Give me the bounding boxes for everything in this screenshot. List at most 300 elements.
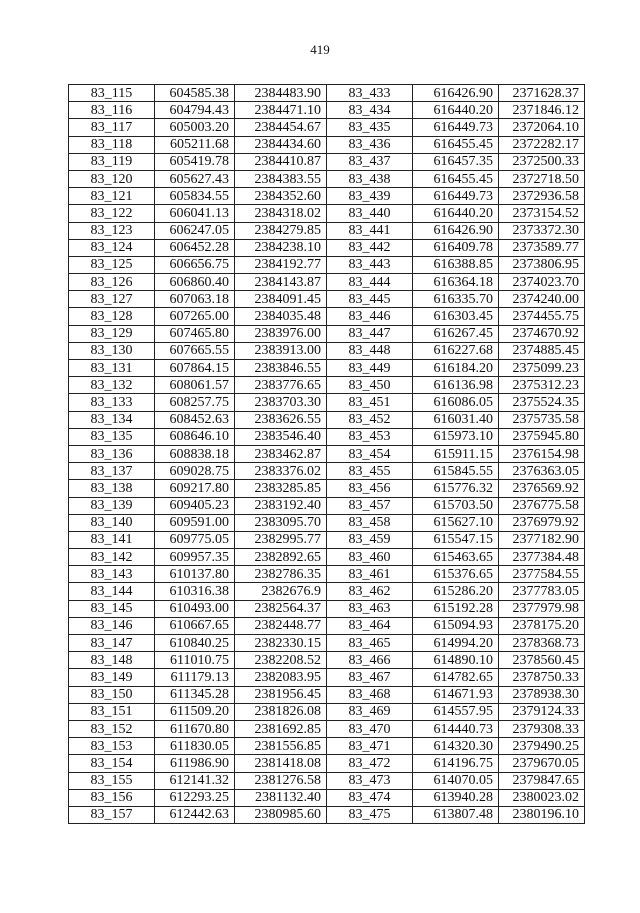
point-id-cell: 83_457 — [327, 497, 413, 514]
y-coordinate-cell: 2375735.58 — [499, 411, 585, 428]
table-row — [69, 411, 585, 428]
x-coordinate-cell: 609405.23 — [155, 497, 235, 514]
x-coordinate-cell: 616455.45 — [413, 136, 499, 153]
x-coordinate-cell: 609028.75 — [155, 463, 235, 480]
y-coordinate-cell: 2374023.70 — [499, 274, 585, 291]
x-coordinate-cell: 605834.55 — [155, 188, 235, 205]
y-coordinate-cell: 2381132.40 — [235, 789, 327, 806]
x-coordinate-cell: 610667.65 — [155, 617, 235, 634]
y-coordinate-cell: 2374240.00 — [499, 291, 585, 308]
point-id-cell: 83_439 — [327, 188, 413, 205]
y-coordinate-cell: 2372500.33 — [499, 153, 585, 170]
table-row — [69, 394, 585, 411]
x-coordinate-cell: 605419.78 — [155, 153, 235, 170]
point-id-cell: 83_452 — [327, 411, 413, 428]
x-coordinate-cell: 614557.95 — [413, 703, 499, 720]
y-coordinate-cell: 2384383.55 — [235, 170, 327, 187]
y-coordinate-cell: 2376154.98 — [499, 445, 585, 462]
coordinates-table-body — [69, 85, 585, 824]
y-coordinate-cell: 2376775.58 — [499, 497, 585, 514]
y-coordinate-cell: 2375312.23 — [499, 377, 585, 394]
y-coordinate-cell: 2376979.92 — [499, 514, 585, 531]
table-row — [69, 85, 585, 102]
point-id-cell: 83_444 — [327, 274, 413, 291]
table-row — [69, 428, 585, 445]
y-coordinate-cell: 2384238.10 — [235, 239, 327, 256]
point-id-cell: 83_130 — [69, 342, 155, 359]
point-id-cell: 83_460 — [327, 549, 413, 566]
point-id-cell: 83_118 — [69, 136, 155, 153]
x-coordinate-cell: 614890.10 — [413, 652, 499, 669]
x-coordinate-cell: 616227.68 — [413, 342, 499, 359]
point-id-cell: 83_442 — [327, 239, 413, 256]
point-id-cell: 83_143 — [69, 566, 155, 583]
point-id-cell: 83_466 — [327, 652, 413, 669]
x-coordinate-cell: 616184.20 — [413, 360, 499, 377]
y-coordinate-cell: 2384318.02 — [235, 205, 327, 222]
x-coordinate-cell: 613807.48 — [413, 806, 499, 823]
x-coordinate-cell: 615911.15 — [413, 445, 499, 462]
x-coordinate-cell: 608646.10 — [155, 428, 235, 445]
x-coordinate-cell: 607265.00 — [155, 308, 235, 325]
y-coordinate-cell: 2379847.65 — [499, 772, 585, 789]
point-id-cell: 83_152 — [69, 720, 155, 737]
point-id-cell: 83_463 — [327, 600, 413, 617]
point-id-cell: 83_462 — [327, 583, 413, 600]
x-coordinate-cell: 614671.93 — [413, 686, 499, 703]
y-coordinate-cell: 2379124.33 — [499, 703, 585, 720]
point-id-cell: 83_123 — [69, 222, 155, 239]
x-coordinate-cell: 615627.10 — [413, 514, 499, 531]
point-id-cell: 83_465 — [327, 635, 413, 652]
table-row — [69, 377, 585, 394]
y-coordinate-cell: 2380023.02 — [499, 789, 585, 806]
x-coordinate-cell: 614782.65 — [413, 669, 499, 686]
x-coordinate-cell: 611179.13 — [155, 669, 235, 686]
y-coordinate-cell: 2371628.37 — [499, 85, 585, 102]
x-coordinate-cell: 608452.63 — [155, 411, 235, 428]
x-coordinate-cell: 610840.25 — [155, 635, 235, 652]
y-coordinate-cell: 2382892.65 — [235, 549, 327, 566]
y-coordinate-cell: 2383546.40 — [235, 428, 327, 445]
x-coordinate-cell: 615463.65 — [413, 549, 499, 566]
table-row — [69, 720, 585, 737]
x-coordinate-cell: 606860.40 — [155, 274, 235, 291]
point-id-cell: 83_148 — [69, 652, 155, 669]
point-id-cell: 83_119 — [69, 153, 155, 170]
table-row — [69, 583, 585, 600]
x-coordinate-cell: 616440.20 — [413, 205, 499, 222]
x-coordinate-cell: 612141.32 — [155, 772, 235, 789]
point-id-cell: 83_146 — [69, 617, 155, 634]
x-coordinate-cell: 611010.75 — [155, 652, 235, 669]
y-coordinate-cell: 2384471.10 — [235, 102, 327, 119]
point-id-cell: 83_438 — [327, 170, 413, 187]
point-id-cell: 83_458 — [327, 514, 413, 531]
table-row — [69, 514, 585, 531]
y-coordinate-cell: 2384279.85 — [235, 222, 327, 239]
table-row — [69, 136, 585, 153]
table-row — [69, 669, 585, 686]
x-coordinate-cell: 611986.90 — [155, 755, 235, 772]
point-id-cell: 83_135 — [69, 428, 155, 445]
y-coordinate-cell: 2375945.80 — [499, 428, 585, 445]
x-coordinate-cell: 616303.45 — [413, 308, 499, 325]
point-id-cell: 83_454 — [327, 445, 413, 462]
y-coordinate-cell: 2377182.90 — [499, 531, 585, 548]
point-id-cell: 83_445 — [327, 291, 413, 308]
y-coordinate-cell: 2382564.37 — [235, 600, 327, 617]
y-coordinate-cell: 2380985.60 — [235, 806, 327, 823]
x-coordinate-cell: 616409.78 — [413, 239, 499, 256]
table-row — [69, 686, 585, 703]
x-coordinate-cell: 616031.40 — [413, 411, 499, 428]
y-coordinate-cell: 2378368.73 — [499, 635, 585, 652]
y-coordinate-cell: 2383285.85 — [235, 480, 327, 497]
x-coordinate-cell: 615094.93 — [413, 617, 499, 634]
y-coordinate-cell: 2382786.35 — [235, 566, 327, 583]
table-row — [69, 738, 585, 755]
point-id-cell: 83_435 — [327, 119, 413, 136]
y-coordinate-cell: 2383462.87 — [235, 445, 327, 462]
point-id-cell: 83_451 — [327, 394, 413, 411]
table-row — [69, 188, 585, 205]
table-row — [69, 497, 585, 514]
y-coordinate-cell: 2381418.08 — [235, 755, 327, 772]
point-id-cell: 83_473 — [327, 772, 413, 789]
x-coordinate-cell: 606452.28 — [155, 239, 235, 256]
y-coordinate-cell: 2373372.30 — [499, 222, 585, 239]
x-coordinate-cell: 606247.05 — [155, 222, 235, 239]
x-coordinate-cell: 605003.20 — [155, 119, 235, 136]
y-coordinate-cell: 2379308.33 — [499, 720, 585, 737]
point-id-cell: 83_441 — [327, 222, 413, 239]
y-coordinate-cell: 2378560.45 — [499, 652, 585, 669]
x-coordinate-cell: 611345.28 — [155, 686, 235, 703]
table-row — [69, 531, 585, 548]
x-coordinate-cell: 613940.28 — [413, 789, 499, 806]
point-id-cell: 83_475 — [327, 806, 413, 823]
table-row — [69, 170, 585, 187]
x-coordinate-cell: 615547.15 — [413, 531, 499, 548]
x-coordinate-cell: 607665.55 — [155, 342, 235, 359]
x-coordinate-cell: 605627.43 — [155, 170, 235, 187]
table-row — [69, 445, 585, 462]
x-coordinate-cell: 615286.20 — [413, 583, 499, 600]
y-coordinate-cell: 2377783.05 — [499, 583, 585, 600]
point-id-cell: 83_464 — [327, 617, 413, 634]
point-id-cell: 83_133 — [69, 394, 155, 411]
point-id-cell: 83_147 — [69, 635, 155, 652]
point-id-cell: 83_461 — [327, 566, 413, 583]
point-id-cell: 83_141 — [69, 531, 155, 548]
x-coordinate-cell: 610137.80 — [155, 566, 235, 583]
point-id-cell: 83_471 — [327, 738, 413, 755]
point-id-cell: 83_132 — [69, 377, 155, 394]
y-coordinate-cell: 2374885.45 — [499, 342, 585, 359]
y-coordinate-cell: 2384410.87 — [235, 153, 327, 170]
point-id-cell: 83_128 — [69, 308, 155, 325]
table-row — [69, 703, 585, 720]
point-id-cell: 83_446 — [327, 308, 413, 325]
y-coordinate-cell: 2382208.52 — [235, 652, 327, 669]
y-coordinate-cell: 2381556.85 — [235, 738, 327, 755]
table-row — [69, 635, 585, 652]
table-row — [69, 256, 585, 273]
y-coordinate-cell: 2374670.92 — [499, 325, 585, 342]
y-coordinate-cell: 2372718.50 — [499, 170, 585, 187]
x-coordinate-cell: 610493.00 — [155, 600, 235, 617]
point-id-cell: 83_124 — [69, 239, 155, 256]
table-row — [69, 789, 585, 806]
x-coordinate-cell: 608838.18 — [155, 445, 235, 462]
page-number: 419 — [310, 42, 330, 57]
point-id-cell: 83_154 — [69, 755, 155, 772]
point-id-cell: 83_434 — [327, 102, 413, 119]
point-id-cell: 83_470 — [327, 720, 413, 737]
point-id-cell: 83_447 — [327, 325, 413, 342]
y-coordinate-cell: 2377384.48 — [499, 549, 585, 566]
table-row — [69, 291, 585, 308]
x-coordinate-cell: 616440.20 — [413, 102, 499, 119]
point-id-cell: 83_474 — [327, 789, 413, 806]
point-id-cell: 83_129 — [69, 325, 155, 342]
table-row — [69, 617, 585, 634]
y-coordinate-cell: 2384352.60 — [235, 188, 327, 205]
point-id-cell: 83_126 — [69, 274, 155, 291]
x-coordinate-cell: 615776.32 — [413, 480, 499, 497]
point-id-cell: 83_139 — [69, 497, 155, 514]
point-id-cell: 83_131 — [69, 360, 155, 377]
x-coordinate-cell: 615703.50 — [413, 497, 499, 514]
point-id-cell: 83_472 — [327, 755, 413, 772]
point-id-cell: 83_467 — [327, 669, 413, 686]
table-row — [69, 222, 585, 239]
y-coordinate-cell: 2373154.52 — [499, 205, 585, 222]
x-coordinate-cell: 616426.90 — [413, 85, 499, 102]
y-coordinate-cell: 2381826.08 — [235, 703, 327, 720]
y-coordinate-cell: 2377584.55 — [499, 566, 585, 583]
point-id-cell: 83_443 — [327, 256, 413, 273]
x-coordinate-cell: 608061.57 — [155, 377, 235, 394]
y-coordinate-cell: 2384454.67 — [235, 119, 327, 136]
table-row — [69, 772, 585, 789]
table-row — [69, 566, 585, 583]
table-row — [69, 360, 585, 377]
y-coordinate-cell: 2383192.40 — [235, 497, 327, 514]
y-coordinate-cell: 2378750.33 — [499, 669, 585, 686]
y-coordinate-cell: 2376569.92 — [499, 480, 585, 497]
x-coordinate-cell: 609217.80 — [155, 480, 235, 497]
point-id-cell: 83_117 — [69, 119, 155, 136]
y-coordinate-cell: 2381956.45 — [235, 686, 327, 703]
table-row — [69, 239, 585, 256]
x-coordinate-cell: 616426.90 — [413, 222, 499, 239]
y-coordinate-cell: 2383846.55 — [235, 360, 327, 377]
x-coordinate-cell: 612442.63 — [155, 806, 235, 823]
point-id-cell: 83_134 — [69, 411, 155, 428]
y-coordinate-cell: 2381276.58 — [235, 772, 327, 789]
x-coordinate-cell: 604585.38 — [155, 85, 235, 102]
x-coordinate-cell: 609957.35 — [155, 549, 235, 566]
y-coordinate-cell: 2373806.95 — [499, 256, 585, 273]
y-coordinate-cell: 2378938.30 — [499, 686, 585, 703]
point-id-cell: 83_156 — [69, 789, 155, 806]
y-coordinate-cell: 2383976.00 — [235, 325, 327, 342]
x-coordinate-cell: 615376.65 — [413, 566, 499, 583]
table-row — [69, 308, 585, 325]
table-row — [69, 600, 585, 617]
y-coordinate-cell: 2384483.90 — [235, 85, 327, 102]
table-row — [69, 119, 585, 136]
point-id-cell: 83_149 — [69, 669, 155, 686]
y-coordinate-cell: 2375099.23 — [499, 360, 585, 377]
y-coordinate-cell: 2383376.02 — [235, 463, 327, 480]
point-id-cell: 83_120 — [69, 170, 155, 187]
point-id-cell: 83_145 — [69, 600, 155, 617]
x-coordinate-cell: 614994.20 — [413, 635, 499, 652]
x-coordinate-cell: 616136.98 — [413, 377, 499, 394]
y-coordinate-cell: 2377979.98 — [499, 600, 585, 617]
x-coordinate-cell: 616086.05 — [413, 394, 499, 411]
x-coordinate-cell: 616388.85 — [413, 256, 499, 273]
y-coordinate-cell: 2382083.95 — [235, 669, 327, 686]
table-row — [69, 480, 585, 497]
y-coordinate-cell: 2383626.55 — [235, 411, 327, 428]
table-row — [69, 325, 585, 342]
point-id-cell: 83_468 — [327, 686, 413, 703]
y-coordinate-cell: 2384091.45 — [235, 291, 327, 308]
point-id-cell: 83_456 — [327, 480, 413, 497]
point-id-cell: 83_125 — [69, 256, 155, 273]
y-coordinate-cell: 2384143.87 — [235, 274, 327, 291]
point-id-cell: 83_127 — [69, 291, 155, 308]
point-id-cell: 83_155 — [69, 772, 155, 789]
y-coordinate-cell: 2373589.77 — [499, 239, 585, 256]
y-coordinate-cell: 2375524.35 — [499, 394, 585, 411]
table-row — [69, 342, 585, 359]
y-coordinate-cell: 2383913.00 — [235, 342, 327, 359]
point-id-cell: 83_455 — [327, 463, 413, 480]
point-id-cell: 83_116 — [69, 102, 155, 119]
y-coordinate-cell: 2381692.85 — [235, 720, 327, 737]
x-coordinate-cell: 605211.68 — [155, 136, 235, 153]
point-id-cell: 83_153 — [69, 738, 155, 755]
y-coordinate-cell: 2384434.60 — [235, 136, 327, 153]
y-coordinate-cell: 2383703.30 — [235, 394, 327, 411]
table-row — [69, 755, 585, 772]
table-row — [69, 274, 585, 291]
x-coordinate-cell: 608257.75 — [155, 394, 235, 411]
x-coordinate-cell: 607063.18 — [155, 291, 235, 308]
y-coordinate-cell: 2379490.25 — [499, 738, 585, 755]
point-id-cell: 83_151 — [69, 703, 155, 720]
table-row — [69, 549, 585, 566]
y-coordinate-cell: 2384192.77 — [235, 256, 327, 273]
point-id-cell: 83_436 — [327, 136, 413, 153]
point-id-cell: 83_137 — [69, 463, 155, 480]
x-coordinate-cell: 616457.35 — [413, 153, 499, 170]
x-coordinate-cell: 606656.75 — [155, 256, 235, 273]
x-coordinate-cell: 614196.75 — [413, 755, 499, 772]
x-coordinate-cell: 616449.73 — [413, 188, 499, 205]
table-row — [69, 205, 585, 222]
point-id-cell: 83_440 — [327, 205, 413, 222]
x-coordinate-cell: 612293.25 — [155, 789, 235, 806]
table-row — [69, 153, 585, 170]
x-coordinate-cell: 614070.05 — [413, 772, 499, 789]
point-id-cell: 83_448 — [327, 342, 413, 359]
x-coordinate-cell: 616449.73 — [413, 119, 499, 136]
point-id-cell: 83_453 — [327, 428, 413, 445]
x-coordinate-cell: 615973.10 — [413, 428, 499, 445]
y-coordinate-cell: 2371846.12 — [499, 102, 585, 119]
x-coordinate-cell: 615845.55 — [413, 463, 499, 480]
x-coordinate-cell: 611830.05 — [155, 738, 235, 755]
table-row — [69, 102, 585, 119]
y-coordinate-cell: 2384035.48 — [235, 308, 327, 325]
point-id-cell: 83_122 — [69, 205, 155, 222]
point-id-cell: 83_115 — [69, 85, 155, 102]
table-row — [69, 806, 585, 823]
y-coordinate-cell: 2378175.20 — [499, 617, 585, 634]
y-coordinate-cell: 2383776.65 — [235, 377, 327, 394]
table-row — [69, 652, 585, 669]
x-coordinate-cell: 611509.20 — [155, 703, 235, 720]
x-coordinate-cell: 616455.45 — [413, 170, 499, 187]
y-coordinate-cell: 2380196.10 — [499, 806, 585, 823]
point-id-cell: 83_437 — [327, 153, 413, 170]
point-id-cell: 83_433 — [327, 85, 413, 102]
point-id-cell: 83_138 — [69, 480, 155, 497]
y-coordinate-cell: 2374455.75 — [499, 308, 585, 325]
x-coordinate-cell: 606041.13 — [155, 205, 235, 222]
point-id-cell: 83_121 — [69, 188, 155, 205]
point-id-cell: 83_136 — [69, 445, 155, 462]
point-id-cell: 83_140 — [69, 514, 155, 531]
y-coordinate-cell: 2382676.9 — [235, 583, 327, 600]
x-coordinate-cell: 607465.80 — [155, 325, 235, 342]
x-coordinate-cell: 616335.70 — [413, 291, 499, 308]
point-id-cell: 83_450 — [327, 377, 413, 394]
coordinates-table — [68, 84, 585, 824]
y-coordinate-cell: 2379670.05 — [499, 755, 585, 772]
x-coordinate-cell: 610316.38 — [155, 583, 235, 600]
y-coordinate-cell: 2382330.15 — [235, 635, 327, 652]
x-coordinate-cell: 609775.05 — [155, 531, 235, 548]
x-coordinate-cell: 616364.18 — [413, 274, 499, 291]
y-coordinate-cell: 2372064.10 — [499, 119, 585, 136]
x-coordinate-cell: 607864.15 — [155, 360, 235, 377]
point-id-cell: 83_144 — [69, 583, 155, 600]
y-coordinate-cell: 2376363.05 — [499, 463, 585, 480]
table-row — [69, 463, 585, 480]
y-coordinate-cell: 2372936.58 — [499, 188, 585, 205]
x-coordinate-cell: 614320.30 — [413, 738, 499, 755]
x-coordinate-cell: 604794.43 — [155, 102, 235, 119]
point-id-cell: 83_469 — [327, 703, 413, 720]
point-id-cell: 83_150 — [69, 686, 155, 703]
x-coordinate-cell: 616267.45 — [413, 325, 499, 342]
y-coordinate-cell: 2382995.77 — [235, 531, 327, 548]
point-id-cell: 83_459 — [327, 531, 413, 548]
x-coordinate-cell: 615192.28 — [413, 600, 499, 617]
y-coordinate-cell: 2383095.70 — [235, 514, 327, 531]
point-id-cell: 83_142 — [69, 549, 155, 566]
x-coordinate-cell: 614440.73 — [413, 720, 499, 737]
point-id-cell: 83_157 — [69, 806, 155, 823]
x-coordinate-cell: 609591.00 — [155, 514, 235, 531]
